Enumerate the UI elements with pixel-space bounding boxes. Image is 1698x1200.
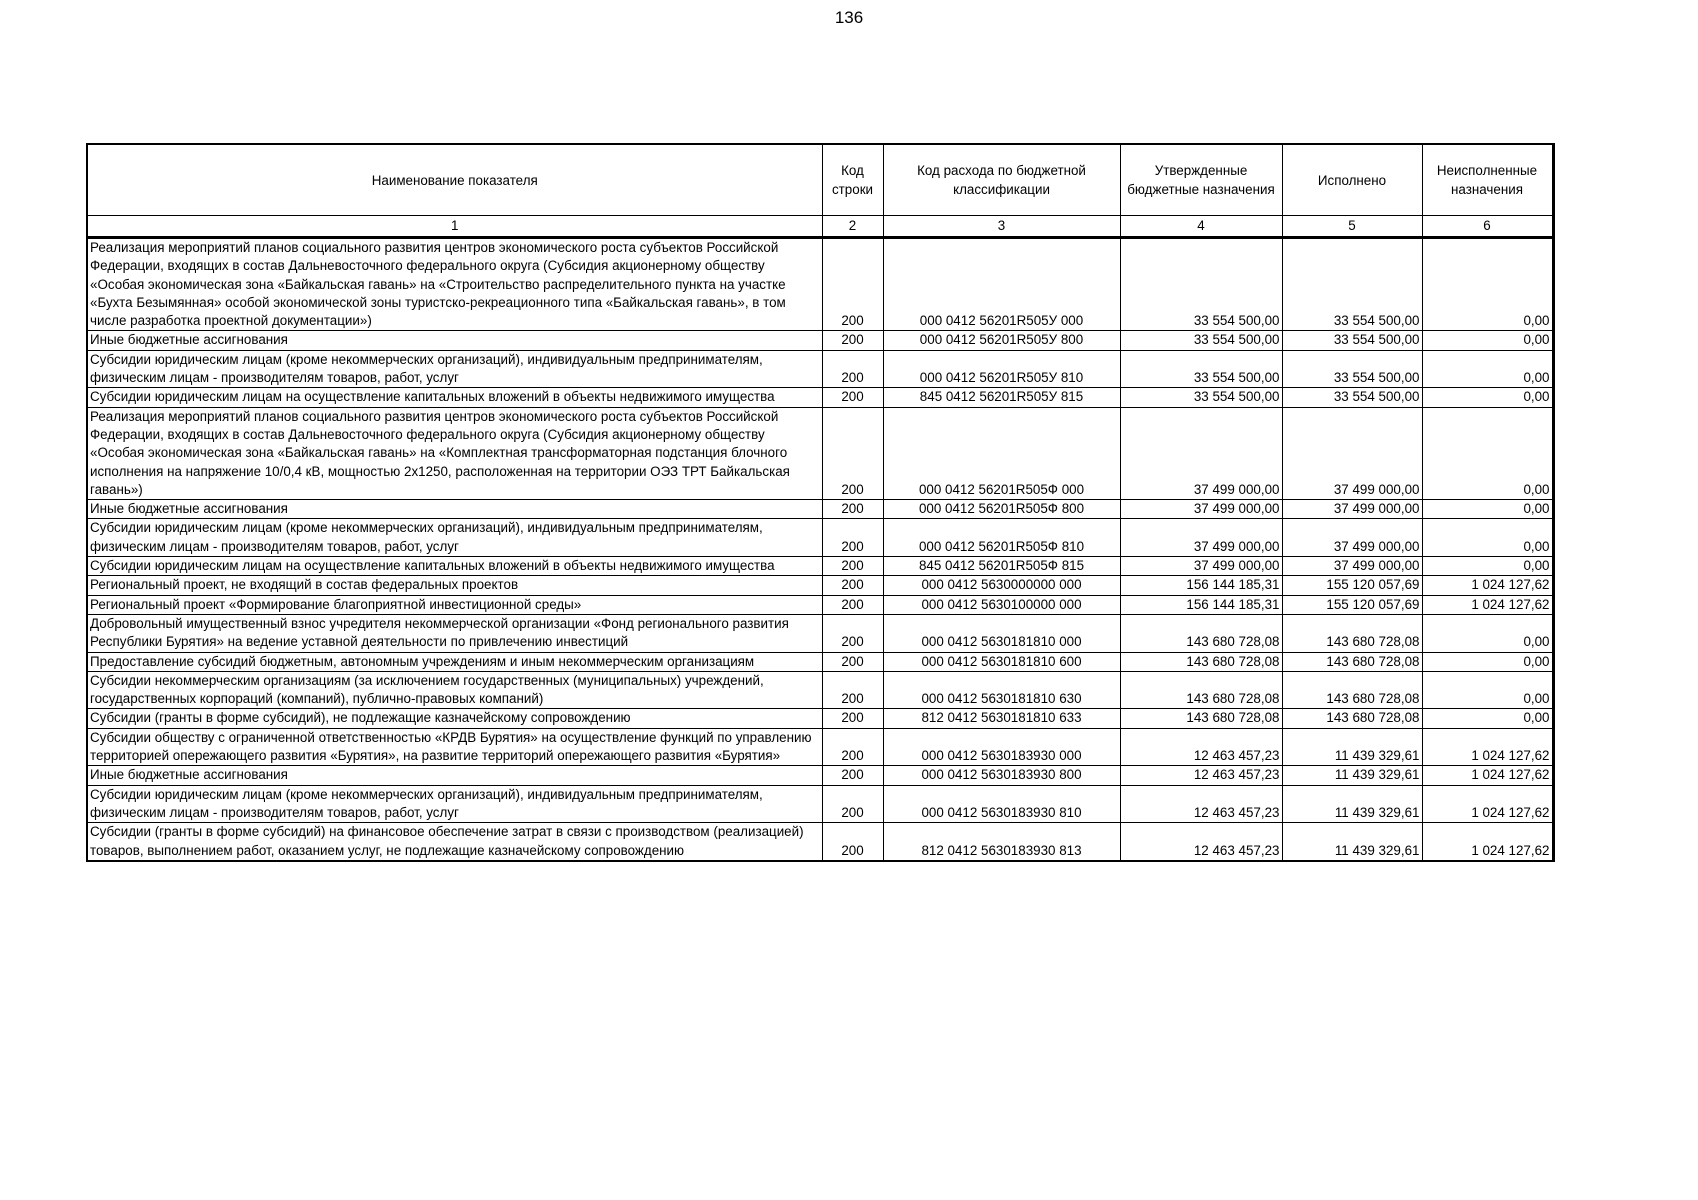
cell-row-code: 200 bbox=[822, 238, 883, 331]
cell-executed: 33 554 500,00 bbox=[1282, 238, 1422, 331]
cell-executed: 143 680 728,08 bbox=[1282, 709, 1422, 728]
cell-classification: 000 0412 5630181810 600 bbox=[883, 652, 1120, 671]
column-number: 6 bbox=[1422, 216, 1553, 238]
cell-executed: 33 554 500,00 bbox=[1282, 388, 1422, 407]
cell-name: Субсидии (гранты в форме субсидий), не подлежащие казначейскому сопровождению bbox=[87, 709, 822, 728]
cell-classification: 000 0412 56201R505У 810 bbox=[883, 350, 1120, 388]
cell-classification: 000 0412 56201R505Ф 810 bbox=[883, 519, 1120, 557]
cell-executed: 11 439 329,61 bbox=[1282, 823, 1422, 861]
cell-classification: 000 0412 56201R505Ф 000 bbox=[883, 407, 1120, 499]
cell-executed: 143 680 728,08 bbox=[1282, 614, 1422, 652]
cell-executed: 143 680 728,08 bbox=[1282, 671, 1422, 709]
cell-approved: 143 680 728,08 bbox=[1120, 671, 1282, 709]
cell-row-code: 200 bbox=[822, 500, 883, 519]
cell-unexecuted: 0,00 bbox=[1422, 407, 1553, 499]
cell-classification: 000 0412 5630181810 000 bbox=[883, 614, 1120, 652]
table-row bbox=[87, 614, 1553, 652]
cell-executed: 33 554 500,00 bbox=[1282, 350, 1422, 388]
cell-classification: 812 0412 5630183930 813 bbox=[883, 823, 1120, 861]
table-row bbox=[87, 576, 1553, 595]
table-row bbox=[87, 557, 1553, 576]
cell-name: Субсидии некоммерческим организациям (за исключением государственных (муниципальных) учреждений, государственных корпораций (компаний), публично-правовых компаний) bbox=[87, 671, 822, 709]
cell-row-code: 200 bbox=[822, 557, 883, 576]
cell-name: Субсидии юридическим лицам на осуществление капитальных вложений в объекты недвижимого имущества bbox=[87, 557, 822, 576]
table-row bbox=[87, 652, 1553, 671]
header-indicator-name: Наименование показателя bbox=[87, 144, 822, 216]
cell-unexecuted: 1 024 127,62 bbox=[1422, 766, 1553, 785]
cell-executed: 37 499 000,00 bbox=[1282, 519, 1422, 557]
cell-executed: 37 499 000,00 bbox=[1282, 407, 1422, 499]
cell-approved: 33 554 500,00 bbox=[1120, 331, 1282, 350]
cell-approved: 33 554 500,00 bbox=[1120, 238, 1282, 331]
page-number: 136 bbox=[834, 8, 864, 27]
table-row bbox=[87, 728, 1553, 766]
cell-name: Реализация мероприятий планов социального развития центров экономического роста субъектов Российской Федерации, входящих в состав Дальневосточного федерального округа (Субсидия акционерному обществу «Особая экономическая зона «Байкальская гавань» на «Строительство распределительного пункта на участке «Бухта Безымянная» особой экономической зоны туристско-рекреационного типа «Байкальская гавань», в том числе разработка проектной документации») bbox=[87, 238, 822, 331]
cell-row-code: 200 bbox=[822, 766, 883, 785]
cell-unexecuted: 0,00 bbox=[1422, 671, 1553, 709]
cell-classification: 000 0412 5630000000 000 bbox=[883, 576, 1120, 595]
cell-unexecuted: 0,00 bbox=[1422, 331, 1553, 350]
table-row bbox=[87, 238, 1553, 331]
cell-row-code: 200 bbox=[822, 614, 883, 652]
table-row bbox=[87, 350, 1553, 388]
header-approved: Утвержденные бюджетные назначения bbox=[1120, 144, 1282, 216]
cell-unexecuted: 1 024 127,62 bbox=[1422, 785, 1553, 823]
column-number: 2 bbox=[822, 216, 883, 238]
cell-row-code: 200 bbox=[822, 709, 883, 728]
cell-row-code: 200 bbox=[822, 728, 883, 766]
cell-unexecuted: 0,00 bbox=[1422, 350, 1553, 388]
cell-classification: 000 0412 5630100000 000 bbox=[883, 595, 1120, 614]
cell-approved: 143 680 728,08 bbox=[1120, 614, 1282, 652]
cell-row-code: 200 bbox=[822, 671, 883, 709]
cell-approved: 37 499 000,00 bbox=[1120, 407, 1282, 499]
cell-unexecuted: 1 024 127,62 bbox=[1422, 576, 1553, 595]
cell-name: Субсидии юридическим лицам на осуществление капитальных вложений в объекты недвижимого имущества bbox=[87, 388, 822, 407]
cell-executed: 155 120 057,69 bbox=[1282, 595, 1422, 614]
cell-approved: 33 554 500,00 bbox=[1120, 350, 1282, 388]
cell-unexecuted: 0,00 bbox=[1422, 519, 1553, 557]
table-row bbox=[87, 766, 1553, 785]
budget-execution-table bbox=[86, 143, 1555, 862]
cell-approved: 37 499 000,00 bbox=[1120, 500, 1282, 519]
cell-approved: 12 463 457,23 bbox=[1120, 766, 1282, 785]
column-number-row bbox=[87, 216, 1553, 238]
cell-approved: 37 499 000,00 bbox=[1120, 557, 1282, 576]
cell-row-code: 200 bbox=[822, 519, 883, 557]
cell-approved: 156 144 185,31 bbox=[1120, 576, 1282, 595]
column-number: 5 bbox=[1282, 216, 1422, 238]
cell-row-code: 200 bbox=[822, 331, 883, 350]
cell-row-code: 200 bbox=[822, 576, 883, 595]
column-number: 3 bbox=[883, 216, 1120, 238]
cell-executed: 37 499 000,00 bbox=[1282, 557, 1422, 576]
header-executed: Исполнено bbox=[1282, 144, 1422, 216]
cell-unexecuted: 1 024 127,62 bbox=[1422, 823, 1553, 861]
table-row bbox=[87, 595, 1553, 614]
cell-name: Иные бюджетные ассигнования bbox=[87, 331, 822, 350]
column-number: 4 bbox=[1120, 216, 1282, 238]
cell-executed: 37 499 000,00 bbox=[1282, 500, 1422, 519]
cell-unexecuted: 0,00 bbox=[1422, 500, 1553, 519]
cell-unexecuted: 0,00 bbox=[1422, 557, 1553, 576]
cell-name: Иные бюджетные ассигнования bbox=[87, 500, 822, 519]
cell-unexecuted: 0,00 bbox=[1422, 709, 1553, 728]
cell-name: Субсидии (гранты в форме субсидий) на финансовое обеспечение затрат в связи с производством (реализацией) товаров, выполнением работ, оказанием услуг, не подлежащие казначейскому сопровождению bbox=[87, 823, 822, 861]
header-row-code: Код строки bbox=[822, 144, 883, 216]
cell-unexecuted: 0,00 bbox=[1422, 238, 1553, 331]
cell-executed: 11 439 329,61 bbox=[1282, 766, 1422, 785]
cell-name: Предоставление субсидий бюджетным, автономным учреждениям и иным некоммерческим организациям bbox=[87, 652, 822, 671]
cell-unexecuted: 1 024 127,62 bbox=[1422, 595, 1553, 614]
cell-classification: 000 0412 56201R505У 800 bbox=[883, 331, 1120, 350]
cell-approved: 33 554 500,00 bbox=[1120, 388, 1282, 407]
table-header-row bbox=[87, 144, 1553, 216]
cell-name: Региональный проект, не входящий в состав федеральных проектов bbox=[87, 576, 822, 595]
cell-approved: 12 463 457,23 bbox=[1120, 728, 1282, 766]
header-classification-code: Код расхода по бюджетной классификации bbox=[883, 144, 1120, 216]
cell-classification: 000 0412 5630181810 630 bbox=[883, 671, 1120, 709]
cell-row-code: 200 bbox=[822, 388, 883, 407]
cell-executed: 155 120 057,69 bbox=[1282, 576, 1422, 595]
cell-executed: 33 554 500,00 bbox=[1282, 331, 1422, 350]
cell-executed: 143 680 728,08 bbox=[1282, 652, 1422, 671]
cell-row-code: 200 bbox=[822, 785, 883, 823]
cell-classification: 845 0412 56201R505У 815 bbox=[883, 388, 1120, 407]
cell-unexecuted: 0,00 bbox=[1422, 614, 1553, 652]
cell-row-code: 200 bbox=[822, 652, 883, 671]
cell-executed: 11 439 329,61 bbox=[1282, 785, 1422, 823]
cell-classification: 000 0412 5630183930 810 bbox=[883, 785, 1120, 823]
table-row bbox=[87, 519, 1553, 557]
cell-name: Реализация мероприятий планов социального развития центров экономического роста субъектов Российской Федерации, входящих в состав Дальневосточного федерального округа (Субсидия акционерному обществу «Особая экономическая зона «Байкальская гавань» на «Комплектная трансформаторная подстанция блочного исполнения на напряжение 10/0,4 кВ, мощностью 2х1250, расположенная на территории ОЭЗ ТРТ Байкальская гавань») bbox=[87, 407, 822, 499]
cell-classification: 000 0412 56201R505У 000 bbox=[883, 238, 1120, 331]
table-row bbox=[87, 331, 1553, 350]
cell-classification: 000 0412 5630183930 800 bbox=[883, 766, 1120, 785]
cell-approved: 143 680 728,08 bbox=[1120, 709, 1282, 728]
cell-name: Региональный проект «Формирование благоприятной инвестиционной среды» bbox=[87, 595, 822, 614]
cell-approved: 12 463 457,23 bbox=[1120, 785, 1282, 823]
cell-approved: 143 680 728,08 bbox=[1120, 652, 1282, 671]
cell-row-code: 200 bbox=[822, 595, 883, 614]
cell-approved: 12 463 457,23 bbox=[1120, 823, 1282, 861]
cell-classification: 845 0412 56201R505Ф 815 bbox=[883, 557, 1120, 576]
cell-row-code: 200 bbox=[822, 823, 883, 861]
cell-name: Иные бюджетные ассигнования bbox=[87, 766, 822, 785]
cell-classification: 000 0412 5630183930 000 bbox=[883, 728, 1120, 766]
cell-executed: 11 439 329,61 bbox=[1282, 728, 1422, 766]
cell-name: Субсидии обществу с ограниченной ответственностью «КРДВ Бурятия» на осуществление функций по управлению территорией опережающего развития «Бурятия», на развитие территорий опережающего развития «Бурятия» bbox=[87, 728, 822, 766]
cell-classification: 812 0412 5630181810 633 bbox=[883, 709, 1120, 728]
table-row bbox=[87, 388, 1553, 407]
table-row bbox=[87, 823, 1553, 861]
cell-name: Субсидии юридическим лицам (кроме некоммерческих организаций), индивидуальным предпринимателям, физическим лицам - производителям товаров, работ, услуг bbox=[87, 785, 822, 823]
cell-approved: 37 499 000,00 bbox=[1120, 519, 1282, 557]
cell-classification: 000 0412 56201R505Ф 800 bbox=[883, 500, 1120, 519]
table-row bbox=[87, 671, 1553, 709]
cell-unexecuted: 0,00 bbox=[1422, 388, 1553, 407]
cell-row-code: 200 bbox=[822, 407, 883, 499]
cell-unexecuted: 0,00 bbox=[1422, 652, 1553, 671]
column-number: 1 bbox=[87, 216, 822, 238]
cell-name: Добровольный имущественный взнос учредителя некоммерческой организации «Фонд регионального развития Республики Бурятия» на ведение уставной деятельности по привлечению инвестиций bbox=[87, 614, 822, 652]
cell-unexecuted: 1 024 127,62 bbox=[1422, 728, 1553, 766]
cell-name: Субсидии юридическим лицам (кроме некоммерческих организаций), индивидуальным предпринимателям, физическим лицам - производителям товаров, работ, услуг bbox=[87, 350, 822, 388]
table-row bbox=[87, 407, 1553, 499]
cell-name: Субсидии юридическим лицам (кроме некоммерческих организаций), индивидуальным предпринимателям, физическим лицам - производителям товаров, работ, услуг bbox=[87, 519, 822, 557]
cell-row-code: 200 bbox=[822, 350, 883, 388]
header-unexecuted: Неисполненные назначения bbox=[1422, 144, 1553, 216]
cell-approved: 156 144 185,31 bbox=[1120, 595, 1282, 614]
table-row bbox=[87, 785, 1553, 823]
table-row bbox=[87, 709, 1553, 728]
table-row bbox=[87, 500, 1553, 519]
